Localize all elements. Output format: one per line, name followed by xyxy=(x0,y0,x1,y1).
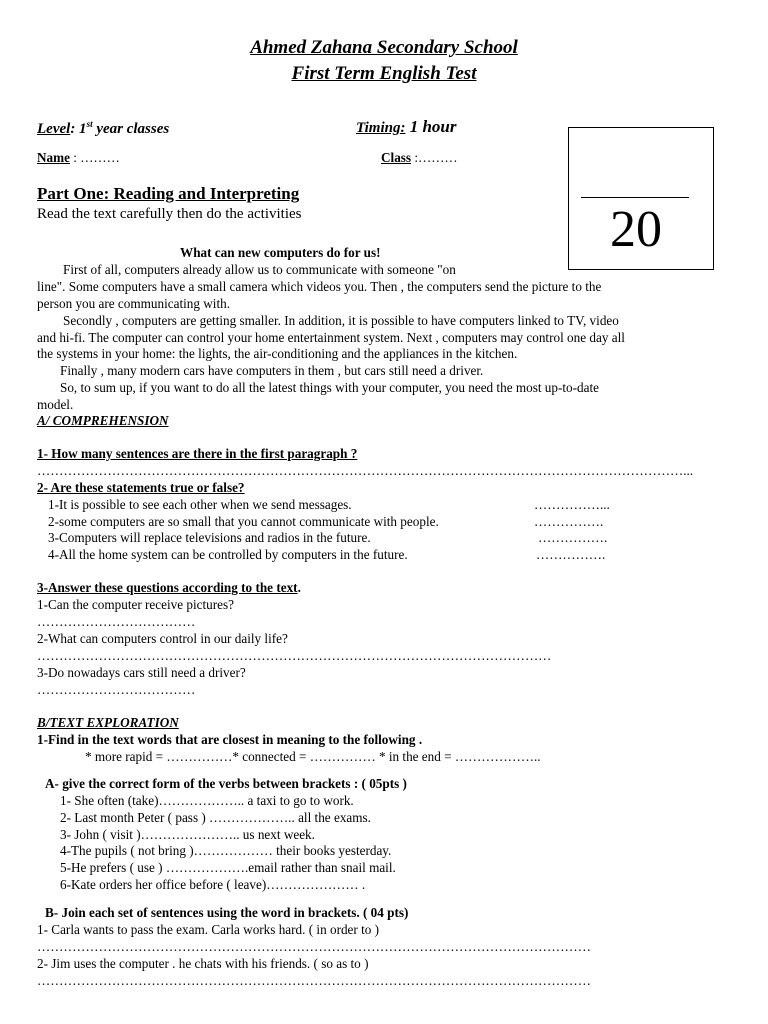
score-line xyxy=(581,197,689,198)
class-line xyxy=(381,150,458,166)
text-p1-line1: First of all, computers already allow us to communicate with someone "on xyxy=(63,262,456,277)
join-item-1-answer[interactable]: ……………………………………………………………………………………………………………… xyxy=(37,939,591,954)
name-label: Name xyxy=(37,150,70,165)
statement-2-blank[interactable]: ……………. xyxy=(534,514,604,529)
comprehension-q3-dot: . xyxy=(297,580,301,595)
join-item-1: 1- Carla wants to pass the exam. Carla works hard. ( in order to ) xyxy=(37,922,380,937)
name-line xyxy=(37,150,120,166)
timing-label: Timing: xyxy=(356,120,406,136)
verb-item-4[interactable]: 4-The pupils ( not bring )……………… their books yesterday. xyxy=(60,843,392,858)
timing-line xyxy=(356,117,456,137)
name-value: : ……… xyxy=(69,150,120,165)
level-value: : 1 xyxy=(70,121,87,137)
statement-4: 4-All the home system can be controlled by computers in the future. xyxy=(48,547,408,562)
verb-item-6[interactable]: 6-Kate orders her office before ( leave)………………… . xyxy=(60,877,366,892)
statement-1-blank[interactable]: ……………... xyxy=(534,497,610,512)
test-title: First Term English Test xyxy=(291,63,477,84)
verb-item-3[interactable]: 3- John ( visit )………………….. us next week. xyxy=(60,827,315,842)
exploration-q1: 1-Find in the text words that are closest in meaning to the following . xyxy=(37,732,423,747)
text-p3-line1: Finally , many modern cars have computers in them , but cars still need a driver. xyxy=(60,363,484,378)
join-heading: B- Join each set of sentences using the word in brackets. ( 04 pts) xyxy=(45,905,409,920)
statement-2: 2-some computers are so small that you cannot communicate with people. xyxy=(48,514,439,529)
text-p1-line3: person you are communicating with. xyxy=(37,296,231,311)
score-box xyxy=(568,127,714,270)
question-2: 2-What can computers control in our daily life? xyxy=(37,631,288,646)
score-total: 20 xyxy=(610,201,662,258)
comprehension-q3 xyxy=(37,580,301,596)
text-p1-line2: line". Some computers have a small camera which videos you. Then , the computers send the picture to the xyxy=(37,279,602,294)
class-value: :……… xyxy=(411,150,458,165)
statement-3: 3-Computers will replace televisions and radios in the future. xyxy=(48,530,371,545)
exploration-heading: B/TEXT EXPLORATION xyxy=(37,715,179,730)
comprehension-q3-text: 3-Answer these questions according to the text xyxy=(37,580,298,595)
question-1: 1-Can the computer receive pictures? xyxy=(37,597,234,612)
text-p4-line2: model. xyxy=(37,397,74,412)
part-one-title: Part One: Reading and Interpreting xyxy=(37,184,300,203)
question-1-answer[interactable]: ……………………………… xyxy=(37,614,196,629)
level-label: Level xyxy=(37,121,71,137)
comprehension-q1-answer[interactable]: …………………………………………………………………………………………………………………………………... xyxy=(37,463,694,478)
comprehension-q2: 2- Are these statements true or false? xyxy=(37,480,245,495)
level-line xyxy=(37,119,169,138)
timing-value: 1 hour xyxy=(405,117,457,136)
exploration-q1-words[interactable]: * more rapid = ……………* connected = …………… * in the end = ……………….. xyxy=(85,749,541,764)
comprehension-heading: A/ COMPREHENSION xyxy=(37,413,169,428)
text-p2-line1: Secondly , computers are getting smaller. In addition, it is possible to have computers linked to TV, video xyxy=(63,313,619,328)
statement-3-blank[interactable]: ……………. xyxy=(538,530,608,545)
school-name: Ahmed Zahana Secondary School xyxy=(250,37,518,58)
question-3: 3-Do nowadays cars still need a driver? xyxy=(37,665,246,680)
verbs-heading: A- give the correct form of the verbs between brackets : ( 05pts ) xyxy=(45,776,407,791)
question-3-answer[interactable]: ……………………………… xyxy=(37,682,196,697)
level-rest: year classes xyxy=(92,121,170,137)
statement-1: 1-It is possible to see each other when we send messages. xyxy=(48,497,352,512)
text-title: What can new computers do for us! xyxy=(180,245,381,260)
comprehension-q1: 1- How many sentences are there in the first paragraph ? xyxy=(37,446,358,461)
join-item-2-answer[interactable]: ……………………………………………………………………………………………………………… xyxy=(37,973,591,988)
verb-item-5[interactable]: 5-He prefers ( use ) ……………….email rather than snail mail. xyxy=(60,860,396,875)
text-p2-line3: the systems in your home: the lights, the air-conditioning and the appliances in the kitchen. xyxy=(37,346,518,361)
text-p2-line2: and hi-fi. The computer can control your home entertainment system. Next , computers may control one day all xyxy=(37,330,625,345)
join-item-2: 2- Jim uses the computer . he chats with his friends. ( so as to ) xyxy=(37,956,369,971)
question-2-answer[interactable]: ……………………………………………………………………………………………………… xyxy=(37,648,552,663)
text-p4-line1: So, to sum up, if you want to do all the latest things with your computer, you need the most up-to-date xyxy=(60,380,599,395)
statement-4-blank[interactable]: ……………. xyxy=(536,547,606,562)
part-one-instruction: Read the text carefully then do the activities xyxy=(37,206,302,222)
verb-item-2[interactable]: 2- Last month Peter ( pass ) ……………….. all the exams. xyxy=(60,810,371,825)
level-sup: st xyxy=(86,119,93,129)
verb-item-1[interactable]: 1- She often (take)……………….. a taxi to go to work. xyxy=(60,793,354,808)
class-label: Class xyxy=(381,150,412,165)
